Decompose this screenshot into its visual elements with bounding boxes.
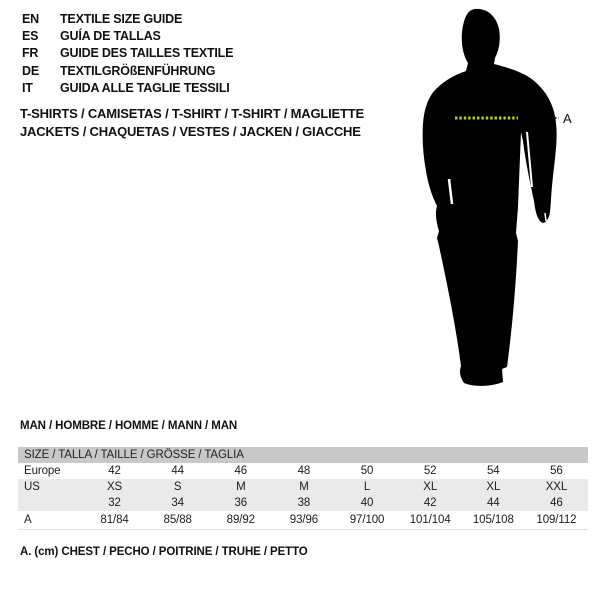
size-cell: L	[363, 481, 371, 493]
size-cell: XXL	[545, 481, 568, 493]
lang-row-fr	[22, 45, 233, 62]
man-silhouette	[415, 5, 580, 395]
size-table-header: SIZE / TALLA / TAILLE / GRÖSSE / TAGLIA	[18, 447, 588, 463]
size-cell: 36	[234, 497, 248, 509]
language-list	[22, 10, 233, 96]
size-cell: 32	[108, 497, 121, 509]
size-cell: 44	[171, 465, 184, 477]
measurement-footnote: A. (cm) CHEST / PECHO / POITRINE / TRUHE / PETTO	[20, 546, 308, 558]
size-table	[18, 447, 588, 530]
measure-label-a: A	[563, 111, 572, 126]
size-cell: 46	[234, 465, 248, 477]
size-cell: S	[173, 481, 182, 493]
size-cell: 42	[108, 465, 121, 477]
size-cell: 101/104	[409, 514, 451, 526]
lang-title: GUIDA ALLE TAGLIE TESSILI	[60, 80, 230, 95]
size-cell: 89/92	[226, 514, 255, 526]
size-cell: 56	[550, 465, 563, 477]
size-cell: 48	[297, 465, 311, 477]
size-cell: 109/112	[536, 514, 577, 526]
size-cell: 85/88	[163, 514, 192, 526]
lang-row-en	[22, 10, 233, 27]
man-body-shape	[423, 9, 557, 386]
size-cell: XS	[106, 481, 123, 493]
size-cell: XL	[423, 481, 438, 493]
lang-title: TEXTILGRÖßENFÜHRUNG	[60, 63, 216, 78]
table-row-us-letters	[18, 479, 588, 495]
size-cell: M	[299, 481, 309, 493]
product-line-jackets: JACKETS / CHAQUETAS / VESTES / JACKEN / GIACCHE	[20, 123, 361, 139]
lang-row-it	[22, 79, 233, 96]
lang-code: FR	[22, 46, 39, 61]
size-cell: 40	[360, 497, 374, 509]
lang-code: DE	[22, 63, 39, 78]
size-cell: 44	[487, 497, 500, 509]
size-cell: 34	[171, 497, 184, 509]
product-types	[20, 105, 364, 140]
lang-row-de	[22, 62, 233, 79]
lang-title: GUIDE DES TAILLES TEXTILE	[60, 46, 234, 61]
lang-row-es	[22, 27, 233, 44]
size-cell: 52	[423, 465, 437, 477]
lang-title: GUÍA DE TALLAS	[60, 28, 161, 43]
product-line-tshirts: T-SHIRTS / CAMISETAS / T-SHIRT / T-SHIRT / MAGLIETTE	[20, 106, 364, 121]
size-cell: 38	[297, 497, 311, 509]
row-label: Europe	[24, 465, 61, 477]
table-row-us-numbers	[18, 495, 588, 511]
lang-code: ES	[22, 28, 39, 43]
lang-title: TEXTILE SIZE GUIDE	[60, 11, 183, 26]
table-row-europe	[18, 463, 588, 479]
size-cell: XL	[486, 481, 501, 493]
size-cell: 105/108	[472, 514, 514, 526]
size-cell: 93/96	[289, 514, 319, 526]
size-cell: M	[236, 481, 246, 493]
hand-notch-detail	[545, 213, 546, 221]
size-cell: 54	[487, 465, 500, 477]
size-cell: 97/100	[349, 514, 385, 526]
table-row-chest-cm	[18, 511, 588, 529]
section-title-man: MAN / HOMBRE / HOMME / MANN / MAN	[20, 420, 238, 432]
size-cell: 42	[423, 497, 437, 509]
size-cell: 81/84	[100, 514, 129, 526]
lang-code: EN	[22, 11, 39, 26]
size-cell: 50	[360, 465, 374, 477]
size-cell: 46	[550, 497, 563, 509]
row-label: A	[24, 514, 32, 526]
row-label: US	[24, 481, 40, 493]
lang-code: IT	[22, 80, 33, 95]
